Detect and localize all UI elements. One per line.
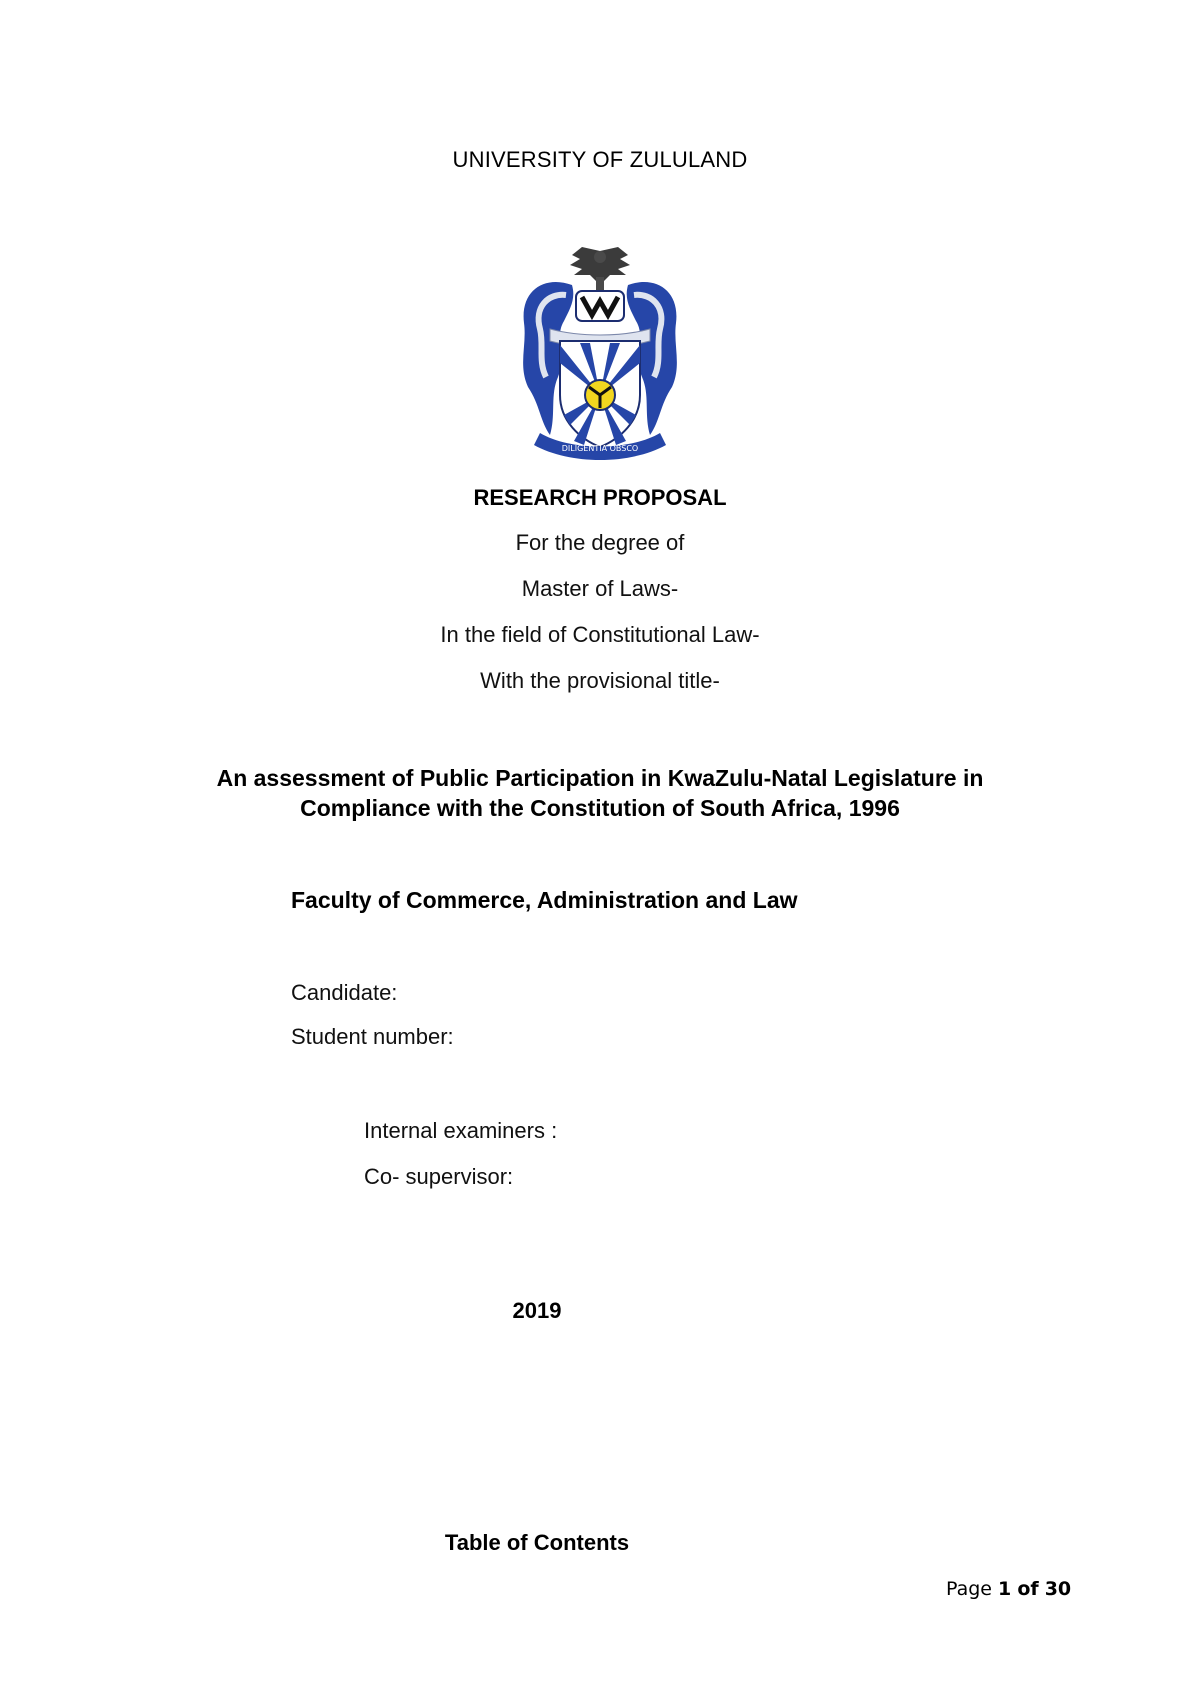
student-number-label: Student number: — [291, 1024, 454, 1049]
faculty-name: Faculty of Commerce, Administration and Law — [291, 887, 798, 913]
thesis-title-line-1: An assessment of Public Participation in KwaZulu-Natal Legislature in — [216, 765, 984, 791]
candidate-label: Candidate: — [291, 980, 398, 1005]
university-crest-icon — [510, 245, 690, 463]
co-supervisor-label: Co- supervisor: — [364, 1164, 514, 1189]
of-word: of — [1017, 1578, 1039, 1600]
proposal-year: 2019 — [512, 1298, 562, 1323]
thesis-title — [150, 763, 1050, 823]
current-page: 1 — [998, 1578, 1012, 1600]
page-number — [946, 1578, 1071, 1600]
internal-examiners-label: Internal examiners : — [364, 1118, 558, 1143]
page-word: Page — [946, 1578, 992, 1600]
field-of-study: In the field of Constitutional Law- — [440, 622, 760, 647]
proposal-heading: RESEARCH PROPOSAL — [473, 485, 727, 510]
university-name: UNIVERSITY OF ZULULAND — [452, 147, 748, 172]
crest-motto: DILIGENTIA OBSCO — [561, 444, 639, 453]
degree-name: Master of Laws- — [521, 576, 679, 601]
title-intro: With the provisional title- — [480, 668, 720, 693]
thesis-title-line-2: Compliance with the Constitution of South Africa, 1996 — [300, 795, 900, 821]
total-pages: 30 — [1044, 1578, 1072, 1600]
table-of-contents-heading: Table of Contents — [444, 1530, 630, 1555]
eagle-icon — [570, 247, 630, 291]
degree-intro: For the degree of — [515, 530, 685, 555]
